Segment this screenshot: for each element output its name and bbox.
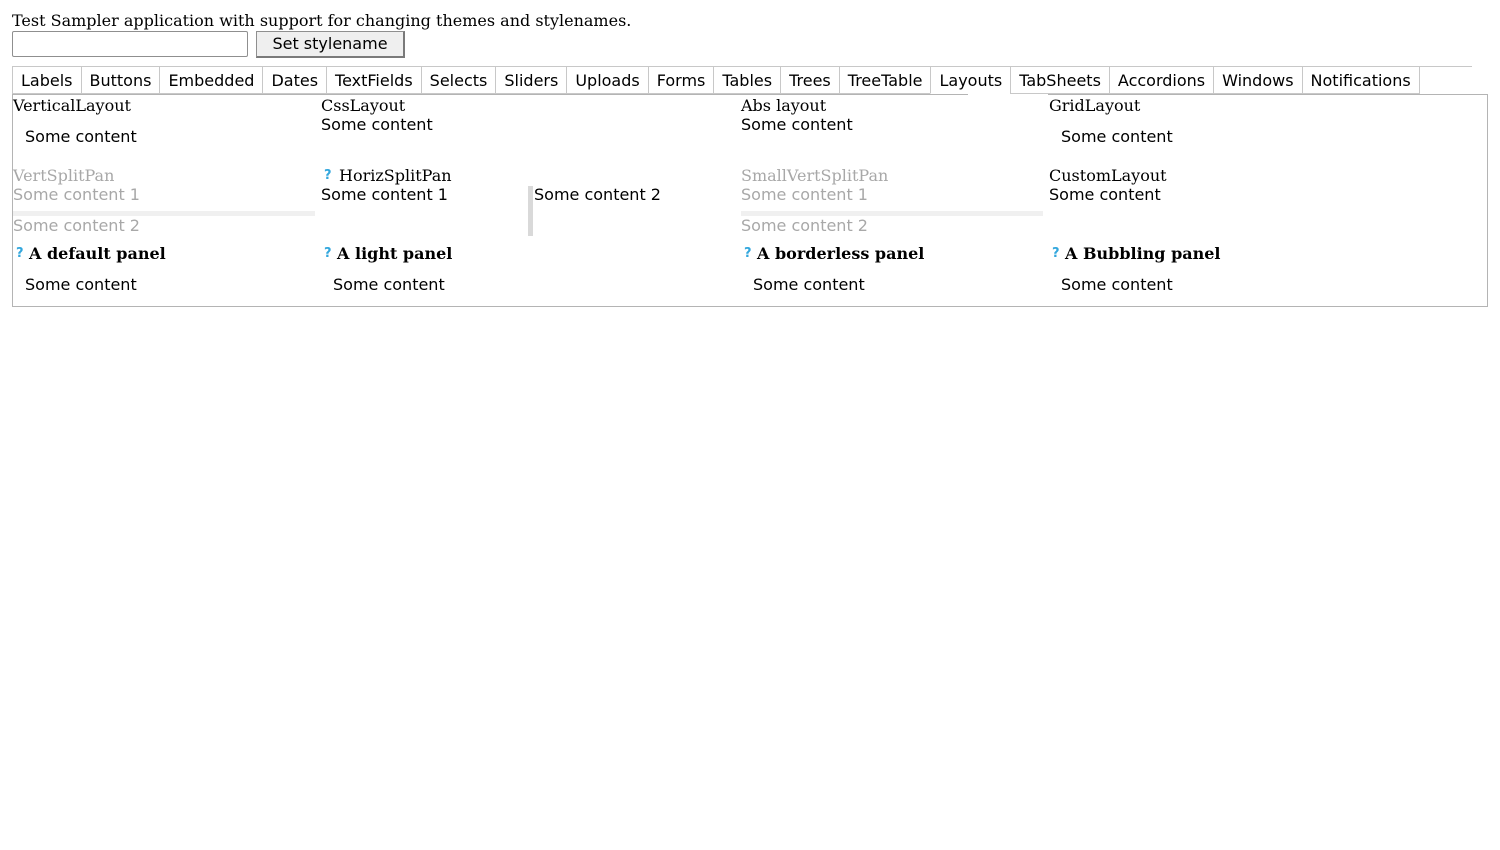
borderless-panel-title: A borderless panel: [757, 244, 925, 263]
tab-labels[interactable]: Labels: [12, 67, 81, 94]
help-icon[interactable]: ?: [744, 246, 752, 261]
intro-text: Test Sampler application with support for changing themes and stylenames.: [12, 11, 632, 30]
abs-layout-caption: Abs layout: [741, 96, 827, 115]
vert-split-caption: VertSplitPan: [13, 166, 115, 185]
vertical-layout-caption: VerticalLayout: [13, 96, 131, 115]
bubbling-panel-title: A Bubbling panel: [1065, 244, 1221, 263]
vertical-layout-content: Some content: [25, 127, 137, 146]
tab-selects[interactable]: Selects: [421, 67, 496, 94]
light-panel-title: A light panel: [337, 244, 453, 263]
small-vert-split-first: Some content 1: [741, 185, 868, 204]
tab-tabsheets[interactable]: TabSheets: [1010, 67, 1109, 94]
horiz-split-first: Some content 1: [321, 185, 448, 204]
tab-buttons[interactable]: Buttons: [81, 67, 160, 94]
tab-trees[interactable]: Trees: [780, 67, 839, 94]
help-icon[interactable]: ?: [324, 168, 332, 183]
tab-notifications[interactable]: Notifications: [1302, 67, 1420, 94]
css-layout-content: Some content: [321, 115, 433, 134]
bubbling-panel-content: Some content: [1061, 275, 1173, 294]
tab-bar: [12, 67, 1420, 94]
horiz-split-second: Some content 2: [534, 185, 661, 204]
default-panel-title: A default panel: [29, 244, 166, 263]
tab-content-top-border: [1048, 94, 1488, 95]
set-stylename-button[interactable]: Set stylename: [256, 31, 405, 58]
vert-split-second: Some content 2: [13, 216, 140, 235]
grid-layout-content: Some content: [1061, 127, 1173, 146]
tab-forms[interactable]: Forms: [648, 67, 714, 94]
help-icon[interactable]: ?: [1052, 246, 1060, 261]
stylename-input[interactable]: [12, 31, 248, 57]
small-vert-split-second: Some content 2: [741, 216, 868, 235]
tab-layouts[interactable]: Layouts: [930, 67, 1010, 94]
abs-layout-content: Some content: [741, 115, 853, 134]
tab-treetable[interactable]: TreeTable: [839, 67, 931, 94]
css-layout-caption: CssLayout: [321, 96, 406, 115]
help-icon[interactable]: ?: [324, 246, 332, 261]
horiz-split-splitter[interactable]: [528, 186, 533, 236]
tab-content-top-border: [12, 94, 968, 95]
grid-layout-caption: GridLayout: [1049, 96, 1141, 115]
default-panel-content: Some content: [25, 275, 137, 294]
custom-layout-content: Some content: [1049, 185, 1161, 204]
horiz-split-caption: HorizSplitPan: [339, 166, 452, 185]
tab-uploads[interactable]: Uploads: [566, 67, 647, 94]
tab-windows[interactable]: Windows: [1213, 67, 1301, 94]
light-panel-content: Some content: [333, 275, 445, 294]
tab-accordions[interactable]: Accordions: [1109, 67, 1213, 94]
vert-split-first: Some content 1: [13, 185, 140, 204]
tab-embedded[interactable]: Embedded: [159, 67, 262, 94]
small-vert-split-caption: SmallVertSplitPan: [741, 166, 889, 185]
tab-sliders[interactable]: Sliders: [495, 67, 566, 94]
tab-dates[interactable]: Dates: [262, 67, 326, 94]
borderless-panel-content: Some content: [753, 275, 865, 294]
help-icon[interactable]: ?: [16, 246, 24, 261]
tab-tables[interactable]: Tables: [713, 67, 780, 94]
custom-layout-caption: CustomLayout: [1049, 166, 1167, 185]
tab-textfields[interactable]: TextFields: [326, 67, 421, 94]
